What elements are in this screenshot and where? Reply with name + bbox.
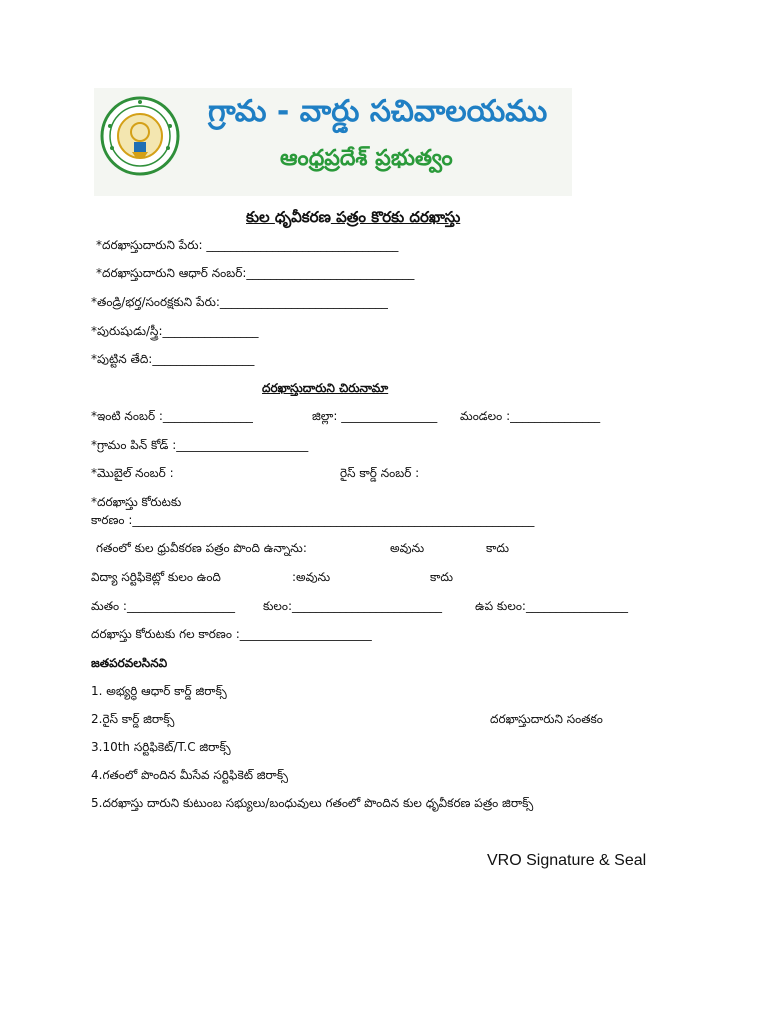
address-heading: దరఖాస్తుదారుని చిరునామా [262,381,389,395]
previous-certificate-no: కాదు [486,541,510,555]
applicant-aadhar-field: *దరఖాస్తుదారుని ఆధార్ నంబర్:____________________________ [96,266,415,280]
attachment-item: 1. అభ్యర్ధి ఆధార్ కార్డ్ జిరాక్స్ [91,684,227,698]
education-certificate-yes: :అవును [292,570,331,584]
district-field: జిల్లా: ________________ [312,409,438,423]
applicant-name-field: *దరఖాస్తుదారుని పేరు: ________________________________ [96,238,399,252]
dob-field: *పుట్టిన తేది:_________________ [91,352,255,366]
education-certificate-question: విద్యా సర్టిఫికెట్లో కులం ఉంది [91,570,221,584]
form-title-part3: పత్రం కొరకు దరఖాస్తు [330,208,461,226]
religion-field: మతం :__________________ [91,599,235,613]
attachment-item: 3.10th సర్టిఫికెట్/T.C జిరాక్స్ [91,740,231,754]
education-certificate-no: కాదు [430,570,454,584]
mobile-field: *మొబైల్ నంబర్ : [91,466,174,480]
attachment-item: 2.రైస్ కార్డ్ జిరాక్స్ [91,712,175,726]
mandal-field: మండలం :_______________ [460,409,601,423]
reason-label: *దరఖాస్తు కోరుటకు [91,495,182,509]
attachment-item: 4.గతంలో పొందిన మీసేవ సర్టిఫికెట్ జిరాక్స్ [91,768,289,782]
form-title-part2: ధృవీకరణ [274,208,331,226]
guardian-name-field: *తండ్రి/భర్త/సంరక్షకుని పేరు:____________________________ [91,295,388,309]
caste-field: కులం:_________________________ [263,599,443,613]
house-number-field: *ఇంటి నంబర్ :_______________ [91,409,253,423]
form-title [246,208,460,230]
form-title-part1: కుల [246,208,275,226]
subcaste-field: ఉప కులం:_________________ [475,599,628,613]
previous-certificate-question: గతంలో కుల ధ్రువీకరణ పత్రం పొంది ఉన్నాను: [96,541,307,555]
rice-card-field: రైస్ కార్డ్ నంబర్ : [340,466,420,480]
header-title-line1: గ్రామ - వార్డు సచివాలయము [208,94,548,129]
reason-field: కారణం :___________________________________________________________________ [91,513,535,527]
ap-emblem-icon [98,96,182,180]
attachment-item: 5.దరఖాస్తు దారుని కుటుంబ సభ్యులు/బంధువులు గతంలో పొందిన కుల ధృవీకరణ పత్రం జిరాక్స్ [91,796,534,810]
previous-certificate-yes: అవును [390,541,425,555]
vro-signature-label: VRO Signature & Seal [487,852,647,869]
header-title-line2: ఆంధ్రప్రదేశ్ ప్రభుత్వం [280,146,453,171]
application-reason-field: దరఖాస్తు కోరుటకు గల కారణం :______________________ [91,627,372,641]
gender-field: *పురుషుడు/స్త్రీ:________________ [91,324,259,338]
attachments-heading: జతపరవలసినవి [91,656,168,670]
village-pin-field: *గ్రామం పిన్ కోడ్ :______________________ [91,438,309,452]
applicant-signature-label: దరఖాస్తుదారుని సంతకం [490,712,603,726]
